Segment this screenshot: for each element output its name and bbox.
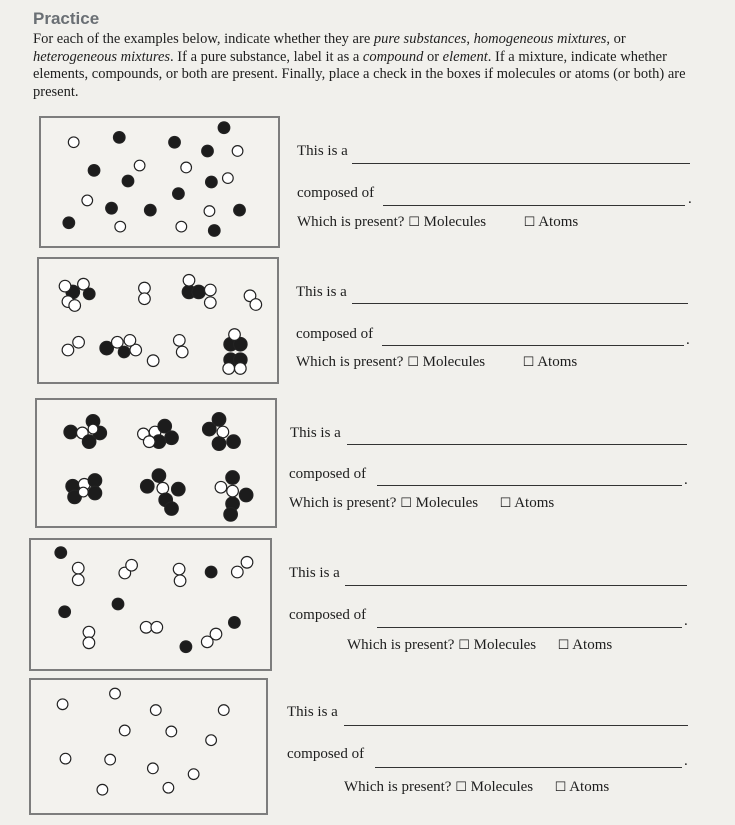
light-atom — [82, 195, 93, 206]
light-atom — [232, 146, 243, 157]
atoms-checkbox-3[interactable]: ☐ — [499, 496, 512, 511]
this-is-a-prompt: This is a — [297, 143, 348, 159]
which-present-row-2: Which is present? ☐ Molecules ☐ Atoms — [296, 354, 578, 370]
this-is-a-prompt: This is a — [289, 565, 340, 581]
this-is-a-prompt: This is a — [290, 425, 341, 441]
light-atom — [134, 160, 145, 171]
particle-diagram-1 — [39, 116, 280, 248]
light-atom — [176, 221, 187, 232]
particle-diagram-4 — [29, 538, 272, 671]
light-atom — [181, 162, 192, 173]
composed-of-prompt: composed of — [297, 185, 375, 201]
dark-atom — [106, 202, 118, 214]
classification-blank-3[interactable] — [347, 444, 687, 445]
composition-blank-3[interactable] — [377, 485, 682, 486]
classification-blank-2[interactable] — [352, 303, 688, 304]
dark-atom — [218, 122, 230, 134]
composition-blank-5[interactable] — [375, 767, 682, 768]
dark-atom — [173, 188, 185, 200]
molecules-checkbox-1[interactable]: ☐ — [408, 215, 420, 230]
this-is-a-prompt: This is a — [296, 284, 347, 300]
light-atom — [68, 137, 79, 148]
which-present-row-3: Which is present? ☐ Molecules ☐ Atoms — [289, 495, 555, 511]
particle-diagram-2 — [37, 257, 279, 384]
classification-blank-1[interactable] — [352, 163, 690, 164]
atoms-checkbox-1[interactable]: ☐ — [523, 215, 536, 230]
dark-atom — [113, 132, 125, 144]
light-atom — [115, 221, 126, 232]
dark-atom — [88, 165, 100, 177]
dark-atom — [234, 204, 246, 216]
molecules-checkbox-4[interactable]: ☐ — [458, 638, 470, 653]
dark-atom — [206, 176, 218, 188]
composed-of-prompt: composed of — [289, 466, 367, 482]
dark-atom — [144, 204, 156, 216]
composition-blank-1[interactable] — [383, 205, 685, 206]
molecules-checkbox-5[interactable]: ☐ — [455, 780, 467, 795]
classification-blank-4[interactable] — [345, 585, 687, 586]
light-atom — [204, 206, 215, 217]
composed-of-prompt: composed of — [287, 746, 365, 762]
which-present-row-1: Which is present? ☐ Molecules ☐ Atoms — [297, 214, 579, 230]
dark-atom — [169, 136, 181, 148]
classification-blank-5[interactable] — [344, 725, 688, 726]
dark-atom — [202, 145, 214, 157]
this-is-a-prompt: This is a — [287, 704, 338, 720]
dark-atom — [122, 175, 134, 187]
dark-atom — [63, 217, 75, 229]
light-atom — [223, 173, 234, 184]
molecules-checkbox-2[interactable]: ☐ — [407, 355, 419, 370]
composed-of-prompt: composed of — [289, 607, 367, 623]
composition-blank-2[interactable] — [382, 345, 684, 346]
atoms-checkbox-4[interactable]: ☐ — [557, 638, 570, 653]
particle-diagram-3 — [35, 398, 277, 528]
page-title: Practice — [33, 9, 100, 28]
which-present-row-5: Which is present? ☐ Molecules ☐ Atoms — [344, 779, 610, 795]
atoms-checkbox-5[interactable]: ☐ — [554, 780, 567, 795]
which-present-row-4: Which is present? ☐ Molecules ☐ Atoms — [347, 637, 613, 653]
composition-blank-4[interactable] — [377, 627, 682, 628]
instructions: For each of the examples below, indicate whether they are pure substances, homogeneous mixtures, or heterogeneous mixtures. If a pure substance, label it as a compound or element. If a mixture, indicate whether elements, compounds, or both are present. Finally, place a check in the boxes if molecules or atoms (or both) are present. — [33, 31, 686, 100]
molecules-checkbox-3[interactable]: ☐ — [400, 496, 412, 511]
dark-atom — [208, 225, 220, 237]
composed-of-prompt: composed of — [296, 326, 374, 342]
atoms-checkbox-2[interactable]: ☐ — [522, 355, 535, 370]
particle-diagram-5 — [29, 678, 268, 815]
